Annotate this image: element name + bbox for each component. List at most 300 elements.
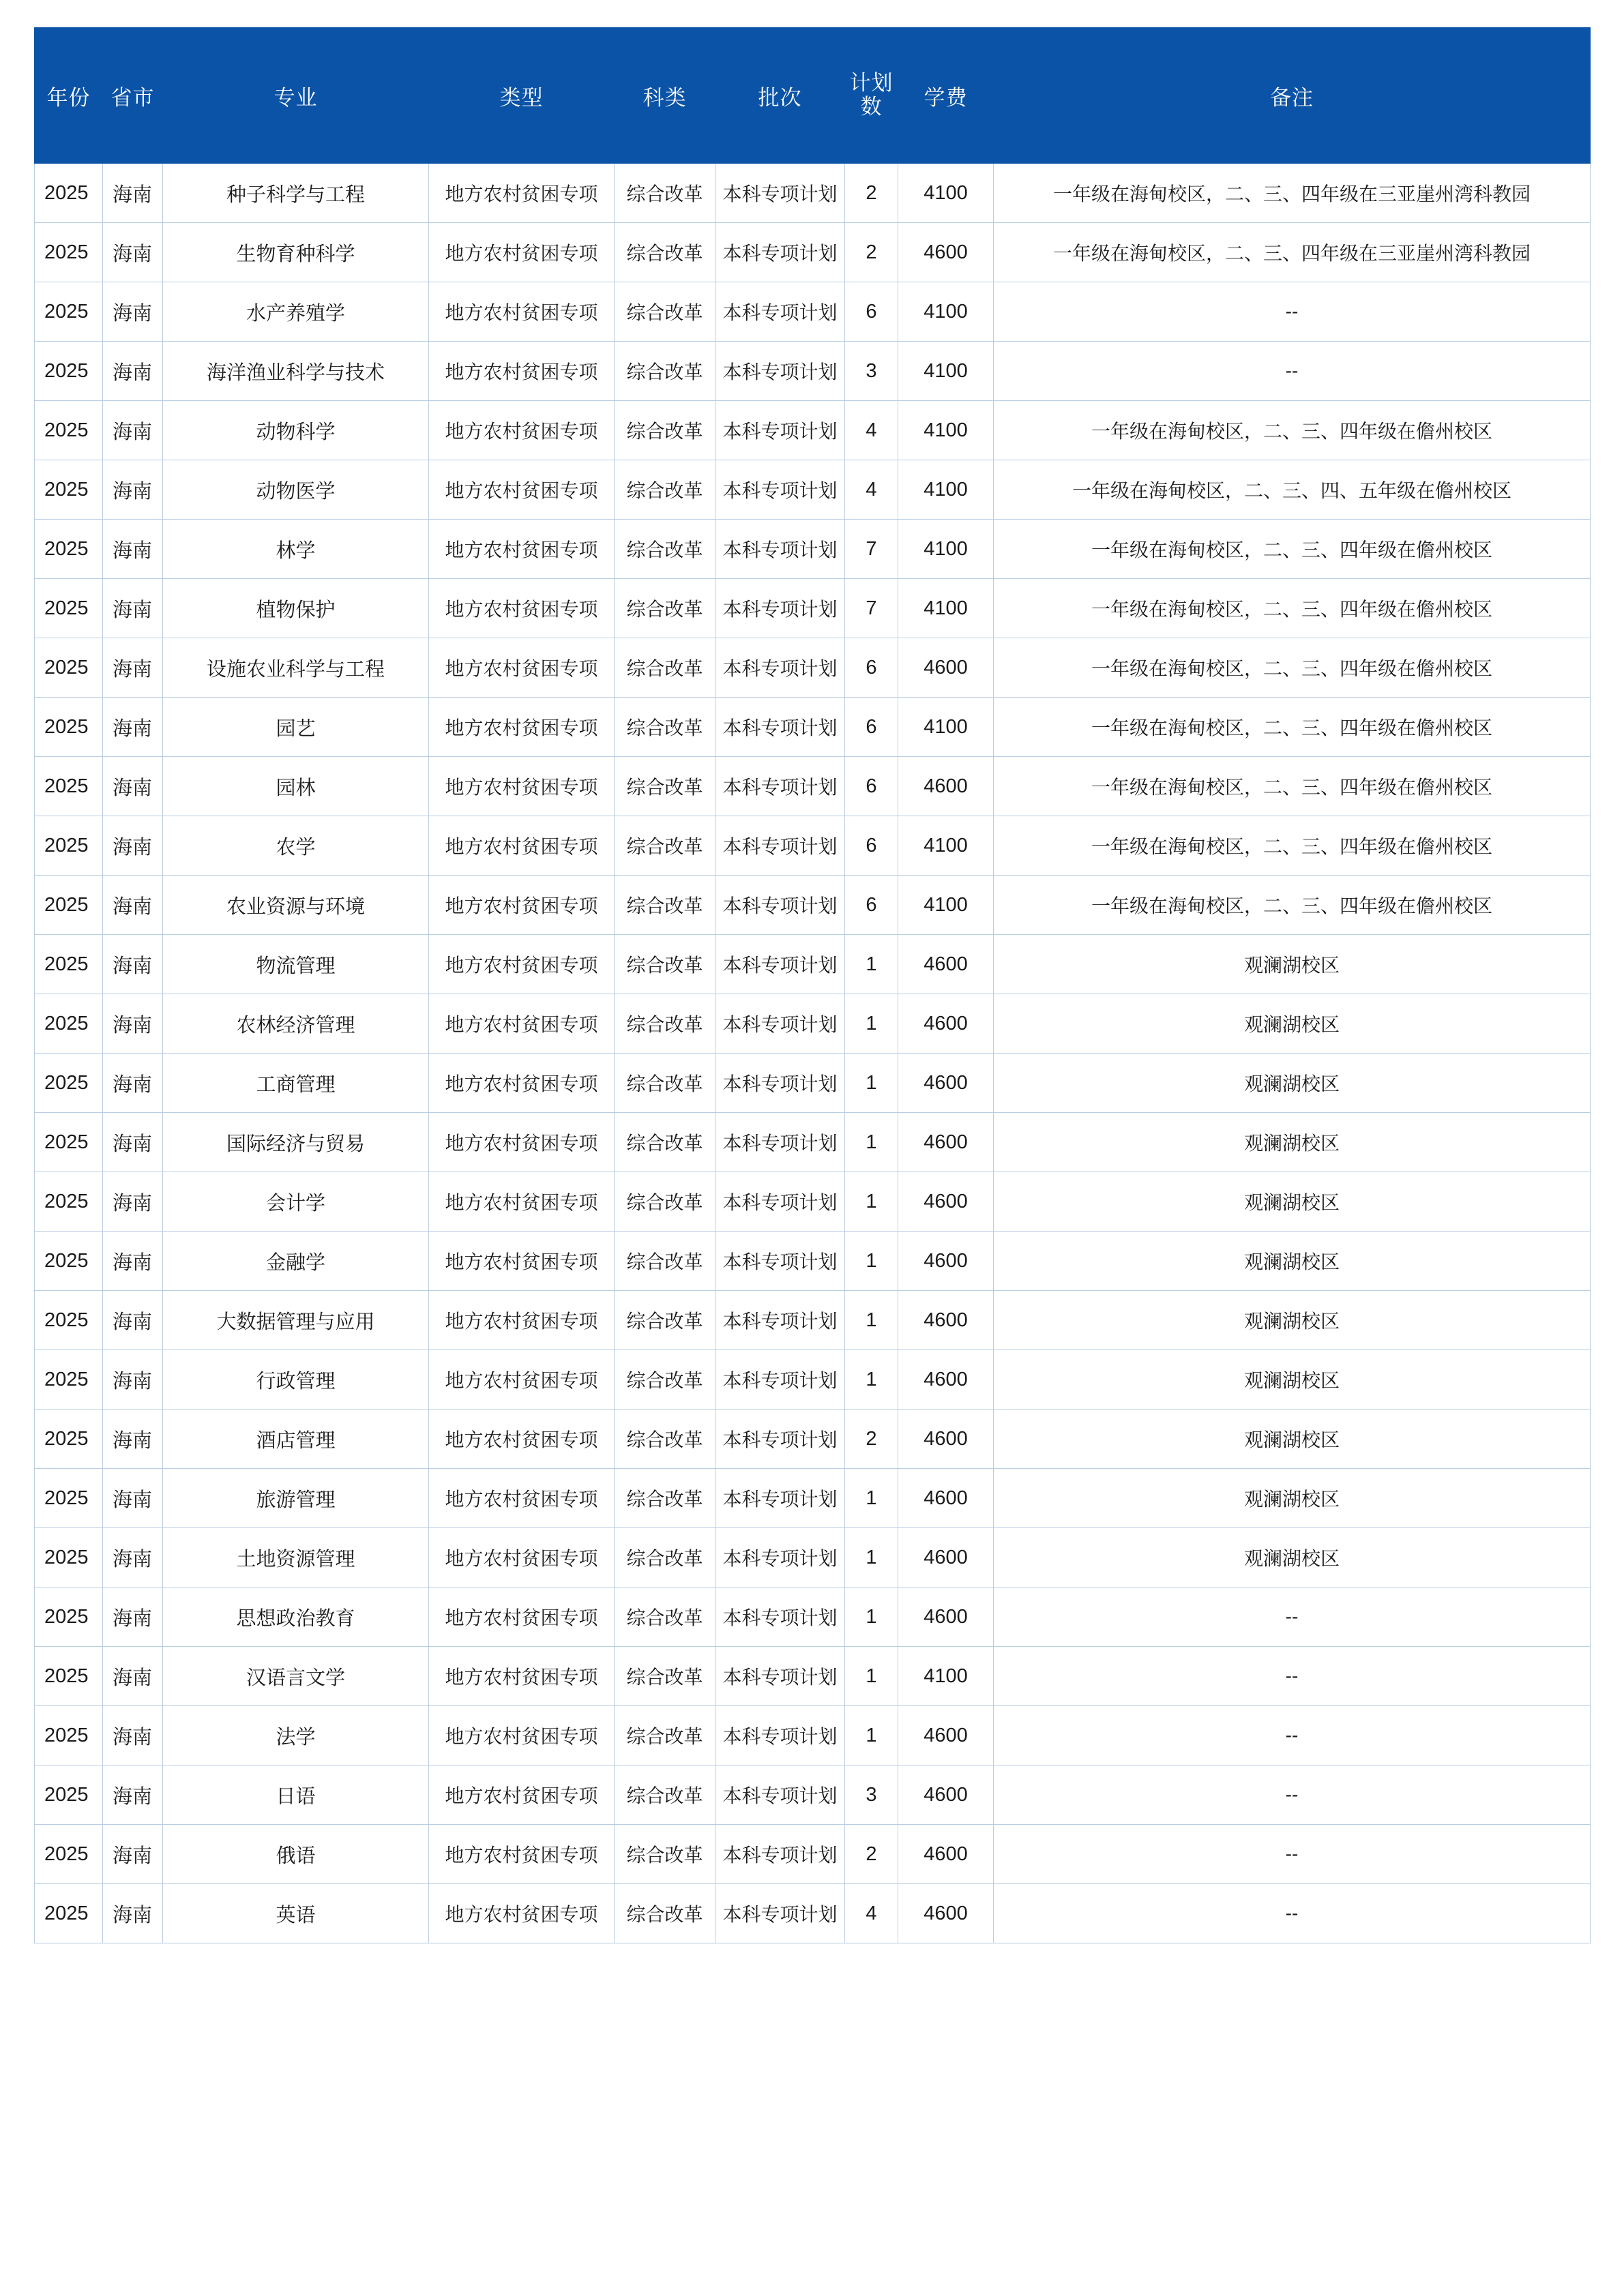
cell-type: 地方农村贫困专项: [429, 876, 615, 935]
cell-year: 2025: [35, 164, 103, 223]
cell-batch: 本科专项计划: [715, 164, 845, 223]
cell-plan-count: 1: [845, 1113, 898, 1172]
cell-major: 生物育种科学: [163, 223, 429, 282]
cell-batch: 本科专项计划: [715, 935, 845, 994]
cell-year: 2025: [35, 698, 103, 757]
cell-province: 海南: [103, 757, 163, 816]
cell-province: 海南: [103, 1765, 163, 1825]
cell-plan-count: 1: [845, 1587, 898, 1647]
cell-remark: --: [994, 1706, 1591, 1765]
cell-remark: 一年级在海甸校区，二、三、四年级在儋州校区: [994, 757, 1591, 816]
cell-province: 海南: [103, 520, 163, 579]
cell-remark: 观澜湖校区: [994, 1291, 1591, 1350]
cell-plan-count: 1: [845, 935, 898, 994]
cell-batch: 本科专项计划: [715, 757, 845, 816]
cell-province: 海南: [103, 1825, 163, 1884]
cell-batch: 本科专项计划: [715, 1410, 845, 1469]
cell-batch: 本科专项计划: [715, 1706, 845, 1765]
cell-batch: 本科专项计划: [715, 1054, 845, 1113]
cell-tuition: 4100: [898, 460, 994, 520]
cell-subject: 综合改革: [615, 994, 715, 1054]
cell-remark: 一年级在海甸校区，二、三、四年级在儋州校区: [994, 401, 1591, 460]
cell-province: 海南: [103, 1528, 163, 1587]
table-row: [35, 1884, 1591, 1943]
cell-batch: 本科专项计划: [715, 1350, 845, 1410]
cell-batch: 本科专项计划: [715, 1113, 845, 1172]
table-row: [35, 342, 1591, 401]
cell-batch: 本科专项计划: [715, 401, 845, 460]
cell-tuition: 4600: [898, 1113, 994, 1172]
table-row: [35, 1350, 1591, 1410]
table-row: [35, 994, 1591, 1054]
cell-province: 海南: [103, 1587, 163, 1647]
cell-remark: --: [994, 1884, 1591, 1943]
cell-tuition: 4100: [898, 816, 994, 876]
cell-subject: 综合改革: [615, 1232, 715, 1291]
cell-plan-count: 1: [845, 1350, 898, 1410]
cell-remark: 观澜湖校区: [994, 1172, 1591, 1232]
cell-plan-count: 4: [845, 401, 898, 460]
cell-type: 地方农村贫困专项: [429, 638, 615, 698]
cell-tuition: 4100: [898, 520, 994, 579]
cell-tuition: 4600: [898, 1469, 994, 1528]
cell-province: 海南: [103, 401, 163, 460]
cell-remark: 观澜湖校区: [994, 1113, 1591, 1172]
cell-year: 2025: [35, 1410, 103, 1469]
cell-plan-count: 1: [845, 994, 898, 1054]
cell-tuition: 4600: [898, 1884, 994, 1943]
cell-plan-count: 6: [845, 816, 898, 876]
cell-province: 海南: [103, 342, 163, 401]
cell-province: 海南: [103, 579, 163, 638]
table-row: [35, 1647, 1591, 1706]
cell-subject: 综合改革: [615, 1706, 715, 1765]
cell-province: 海南: [103, 876, 163, 935]
cell-major: 动物医学: [163, 460, 429, 520]
cell-type: 地方农村贫困专项: [429, 460, 615, 520]
cell-tuition: 4600: [898, 1706, 994, 1765]
cell-tuition: 4600: [898, 638, 994, 698]
cell-subject: 综合改革: [615, 935, 715, 994]
cell-type: 地方农村贫困专项: [429, 1113, 615, 1172]
cell-remark: 观澜湖校区: [994, 1410, 1591, 1469]
cell-major: 金融学: [163, 1232, 429, 1291]
cell-type: 地方农村贫困专项: [429, 1410, 615, 1469]
cell-batch: 本科专项计划: [715, 1291, 845, 1350]
cell-plan-count: 1: [845, 1291, 898, 1350]
cell-tuition: 4600: [898, 1291, 994, 1350]
column-header-year: 年份: [35, 28, 103, 164]
enrollment-plan-table: [34, 27, 1591, 1943]
cell-plan-count: 6: [845, 638, 898, 698]
cell-province: 海南: [103, 1410, 163, 1469]
cell-plan-count: 1: [845, 1172, 898, 1232]
cell-year: 2025: [35, 757, 103, 816]
cell-province: 海南: [103, 816, 163, 876]
cell-tuition: 4600: [898, 935, 994, 994]
table-row: [35, 757, 1591, 816]
cell-province: 海南: [103, 282, 163, 342]
cell-remark: --: [994, 1765, 1591, 1825]
cell-subject: 综合改革: [615, 1291, 715, 1350]
cell-tuition: 4600: [898, 1054, 994, 1113]
table-row: [35, 1232, 1591, 1291]
cell-remark: 观澜湖校区: [994, 1528, 1591, 1587]
cell-plan-count: 1: [845, 1528, 898, 1587]
cell-major: 汉语言文学: [163, 1647, 429, 1706]
cell-subject: 综合改革: [615, 1528, 715, 1587]
table-row: [35, 1172, 1591, 1232]
cell-type: 地方农村贫困专项: [429, 1825, 615, 1884]
cell-province: 海南: [103, 1647, 163, 1706]
cell-year: 2025: [35, 282, 103, 342]
cell-remark: --: [994, 1587, 1591, 1647]
cell-major: 水产养殖学: [163, 282, 429, 342]
cell-plan-count: 1: [845, 1647, 898, 1706]
table-row: [35, 1291, 1591, 1350]
cell-major: 林学: [163, 520, 429, 579]
cell-plan-count: 3: [845, 1765, 898, 1825]
cell-subject: 综合改革: [615, 698, 715, 757]
cell-plan-count: 6: [845, 698, 898, 757]
cell-subject: 综合改革: [615, 757, 715, 816]
cell-remark: 一年级在海甸校区，二、三、四年级在三亚崖州湾科教园: [994, 164, 1591, 223]
cell-major: 海洋渔业科学与技术: [163, 342, 429, 401]
cell-major: 大数据管理与应用: [163, 1291, 429, 1350]
cell-subject: 综合改革: [615, 638, 715, 698]
cell-plan-count: 1: [845, 1469, 898, 1528]
cell-tuition: 4100: [898, 282, 994, 342]
table-row: [35, 1410, 1591, 1469]
cell-subject: 综合改革: [615, 1410, 715, 1469]
cell-province: 海南: [103, 1054, 163, 1113]
cell-province: 海南: [103, 698, 163, 757]
table-body: [35, 164, 1591, 1943]
cell-tuition: 4600: [898, 1410, 994, 1469]
cell-year: 2025: [35, 223, 103, 282]
cell-type: 地方农村贫困专项: [429, 698, 615, 757]
cell-province: 海南: [103, 460, 163, 520]
cell-type: 地方农村贫困专项: [429, 342, 615, 401]
cell-type: 地方农村贫困专项: [429, 1706, 615, 1765]
column-header-remark: 备注: [994, 28, 1591, 164]
cell-subject: 综合改革: [615, 1113, 715, 1172]
cell-year: 2025: [35, 1706, 103, 1765]
table-row: [35, 1528, 1591, 1587]
cell-subject: 综合改革: [615, 1587, 715, 1647]
cell-subject: 综合改革: [615, 1172, 715, 1232]
cell-year: 2025: [35, 342, 103, 401]
cell-batch: 本科专项计划: [715, 1765, 845, 1825]
cell-province: 海南: [103, 1469, 163, 1528]
cell-batch: 本科专项计划: [715, 579, 845, 638]
cell-tuition: 4600: [898, 757, 994, 816]
table-row: [35, 698, 1591, 757]
cell-remark: 一年级在海甸校区，二、三、四年级在三亚崖州湾科教园: [994, 223, 1591, 282]
cell-subject: 综合改革: [615, 164, 715, 223]
cell-tuition: 4100: [898, 1647, 994, 1706]
cell-year: 2025: [35, 401, 103, 460]
cell-year: 2025: [35, 1587, 103, 1647]
cell-tuition: 4600: [898, 1232, 994, 1291]
cell-tuition: 4100: [898, 342, 994, 401]
cell-tuition: 4600: [898, 994, 994, 1054]
table-header-row: [35, 28, 1591, 164]
cell-plan-count: 6: [845, 757, 898, 816]
cell-subject: 综合改革: [615, 816, 715, 876]
cell-tuition: 4100: [898, 401, 994, 460]
cell-batch: 本科专项计划: [715, 638, 845, 698]
cell-year: 2025: [35, 1291, 103, 1350]
cell-year: 2025: [35, 1172, 103, 1232]
cell-major: 农林经济管理: [163, 994, 429, 1054]
cell-batch: 本科专项计划: [715, 342, 845, 401]
table-row: [35, 164, 1591, 223]
cell-year: 2025: [35, 1528, 103, 1587]
cell-year: 2025: [35, 1825, 103, 1884]
cell-batch: 本科专项计划: [715, 876, 845, 935]
cell-province: 海南: [103, 1172, 163, 1232]
cell-year: 2025: [35, 520, 103, 579]
cell-plan-count: 2: [845, 164, 898, 223]
cell-subject: 综合改革: [615, 876, 715, 935]
cell-major: 农业资源与环境: [163, 876, 429, 935]
cell-type: 地方农村贫困专项: [429, 1647, 615, 1706]
cell-major: 植物保护: [163, 579, 429, 638]
cell-major: 土地资源管理: [163, 1528, 429, 1587]
cell-type: 地方农村贫困专项: [429, 1528, 615, 1587]
cell-province: 海南: [103, 935, 163, 994]
cell-province: 海南: [103, 638, 163, 698]
cell-province: 海南: [103, 1706, 163, 1765]
table-row: [35, 1113, 1591, 1172]
cell-major: 法学: [163, 1706, 429, 1765]
cell-province: 海南: [103, 164, 163, 223]
table-row: [35, 223, 1591, 282]
cell-major: 旅游管理: [163, 1469, 429, 1528]
cell-remark: 观澜湖校区: [994, 1054, 1591, 1113]
cell-remark: 一年级在海甸校区，二、三、四年级在儋州校区: [994, 698, 1591, 757]
cell-year: 2025: [35, 638, 103, 698]
cell-year: 2025: [35, 1232, 103, 1291]
cell-type: 地方农村贫困专项: [429, 994, 615, 1054]
cell-year: 2025: [35, 460, 103, 520]
table-row: [35, 1765, 1591, 1825]
cell-batch: 本科专项计划: [715, 1528, 845, 1587]
table-row: [35, 282, 1591, 342]
cell-major: 国际经济与贸易: [163, 1113, 429, 1172]
cell-tuition: 4600: [898, 1825, 994, 1884]
cell-province: 海南: [103, 1350, 163, 1410]
cell-remark: 一年级在海甸校区，二、三、四年级在儋州校区: [994, 638, 1591, 698]
cell-plan-count: 4: [845, 460, 898, 520]
cell-province: 海南: [103, 1232, 163, 1291]
cell-subject: 综合改革: [615, 520, 715, 579]
cell-batch: 本科专项计划: [715, 1884, 845, 1943]
cell-remark: --: [994, 1825, 1591, 1884]
cell-subject: 综合改革: [615, 460, 715, 520]
cell-year: 2025: [35, 579, 103, 638]
table-row: [35, 401, 1591, 460]
cell-tuition: 4600: [898, 1172, 994, 1232]
cell-remark: 观澜湖校区: [994, 1232, 1591, 1291]
cell-tuition: 4600: [898, 1528, 994, 1587]
column-header-province: 省市: [103, 28, 163, 164]
cell-type: 地方农村贫困专项: [429, 1587, 615, 1647]
cell-type: 地方农村贫困专项: [429, 1469, 615, 1528]
cell-year: 2025: [35, 816, 103, 876]
cell-remark: --: [994, 342, 1591, 401]
cell-year: 2025: [35, 1113, 103, 1172]
cell-subject: 综合改革: [615, 1825, 715, 1884]
cell-batch: 本科专项计划: [715, 1172, 845, 1232]
cell-plan-count: 3: [845, 342, 898, 401]
cell-province: 海南: [103, 994, 163, 1054]
cell-year: 2025: [35, 1350, 103, 1410]
table-row: [35, 638, 1591, 698]
cell-batch: 本科专项计划: [715, 1825, 845, 1884]
cell-remark: 观澜湖校区: [994, 1469, 1591, 1528]
cell-batch: 本科专项计划: [715, 282, 845, 342]
cell-type: 地方农村贫困专项: [429, 1884, 615, 1943]
cell-type: 地方农村贫困专项: [429, 1054, 615, 1113]
cell-plan-count: 6: [845, 282, 898, 342]
table-row: [35, 1054, 1591, 1113]
cell-type: 地方农村贫困专项: [429, 579, 615, 638]
cell-subject: 综合改革: [615, 1054, 715, 1113]
column-header-plan-count: 计划数: [845, 28, 898, 164]
cell-province: 海南: [103, 1113, 163, 1172]
table-row: [35, 876, 1591, 935]
cell-tuition: 4600: [898, 223, 994, 282]
column-header-major: 专业: [163, 28, 429, 164]
cell-province: 海南: [103, 223, 163, 282]
cell-plan-count: 7: [845, 520, 898, 579]
cell-year: 2025: [35, 876, 103, 935]
cell-plan-count: 2: [845, 223, 898, 282]
table-row: [35, 520, 1591, 579]
cell-tuition: 4100: [898, 876, 994, 935]
column-header-batch: 批次: [715, 28, 845, 164]
cell-major: 工商管理: [163, 1054, 429, 1113]
cell-year: 2025: [35, 1884, 103, 1943]
cell-subject: 综合改革: [615, 342, 715, 401]
cell-subject: 综合改革: [615, 1350, 715, 1410]
cell-province: 海南: [103, 1291, 163, 1350]
table-row: [35, 935, 1591, 994]
table-row: [35, 1587, 1591, 1647]
column-header-subject: 科类: [615, 28, 715, 164]
cell-subject: 综合改革: [615, 579, 715, 638]
table-row: [35, 579, 1591, 638]
cell-batch: 本科专项计划: [715, 816, 845, 876]
cell-batch: 本科专项计划: [715, 1232, 845, 1291]
cell-subject: 综合改革: [615, 401, 715, 460]
cell-remark: 一年级在海甸校区，二、三、四年级在儋州校区: [994, 876, 1591, 935]
cell-major: 园林: [163, 757, 429, 816]
cell-plan-count: 1: [845, 1054, 898, 1113]
cell-major: 思想政治教育: [163, 1587, 429, 1647]
cell-subject: 综合改革: [615, 1647, 715, 1706]
table-row: [35, 816, 1591, 876]
cell-province: 海南: [103, 1884, 163, 1943]
cell-major: 园艺: [163, 698, 429, 757]
cell-plan-count: 2: [845, 1410, 898, 1469]
cell-plan-count: 4: [845, 1884, 898, 1943]
cell-type: 地方农村贫困专项: [429, 1172, 615, 1232]
cell-type: 地方农村贫困专项: [429, 935, 615, 994]
cell-tuition: 4600: [898, 1350, 994, 1410]
cell-major: 设施农业科学与工程: [163, 638, 429, 698]
cell-batch: 本科专项计划: [715, 1587, 845, 1647]
cell-major: 行政管理: [163, 1350, 429, 1410]
cell-batch: 本科专项计划: [715, 223, 845, 282]
cell-year: 2025: [35, 1647, 103, 1706]
column-header-type: 类型: [429, 28, 615, 164]
cell-batch: 本科专项计划: [715, 1469, 845, 1528]
cell-type: 地方农村贫困专项: [429, 1765, 615, 1825]
cell-batch: 本科专项计划: [715, 460, 845, 520]
cell-subject: 综合改革: [615, 1469, 715, 1528]
cell-subject: 综合改革: [615, 282, 715, 342]
cell-plan-count: 6: [845, 876, 898, 935]
cell-plan-count: 2: [845, 1825, 898, 1884]
cell-tuition: 4100: [898, 164, 994, 223]
cell-year: 2025: [35, 1765, 103, 1825]
cell-remark: 一年级在海甸校区，二、三、四年级在儋州校区: [994, 579, 1591, 638]
cell-type: 地方农村贫困专项: [429, 1232, 615, 1291]
cell-plan-count: 1: [845, 1232, 898, 1291]
cell-subject: 综合改革: [615, 223, 715, 282]
cell-major: 会计学: [163, 1172, 429, 1232]
cell-tuition: 4100: [898, 579, 994, 638]
cell-batch: 本科专项计划: [715, 520, 845, 579]
table-row: [35, 460, 1591, 520]
cell-type: 地方农村贫困专项: [429, 1350, 615, 1410]
cell-year: 2025: [35, 994, 103, 1054]
cell-major: 日语: [163, 1765, 429, 1825]
cell-type: 地方农村贫困专项: [429, 1291, 615, 1350]
cell-tuition: 4600: [898, 1587, 994, 1647]
cell-major: 农学: [163, 816, 429, 876]
table-row: [35, 1825, 1591, 1884]
cell-type: 地方农村贫困专项: [429, 401, 615, 460]
cell-type: 地方农村贫困专项: [429, 282, 615, 342]
cell-batch: 本科专项计划: [715, 994, 845, 1054]
cell-tuition: 4600: [898, 1765, 994, 1825]
column-header-tuition: 学费: [898, 28, 994, 164]
cell-remark: 一年级在海甸校区，二、三、四年级在儋州校区: [994, 816, 1591, 876]
cell-plan-count: 7: [845, 579, 898, 638]
cell-type: 地方农村贫困专项: [429, 520, 615, 579]
cell-major: 种子科学与工程: [163, 164, 429, 223]
cell-remark: 观澜湖校区: [994, 935, 1591, 994]
table-row: [35, 1469, 1591, 1528]
cell-batch: 本科专项计划: [715, 1647, 845, 1706]
cell-remark: 一年级在海甸校区，二、三、四、五年级在儋州校区: [994, 460, 1591, 520]
cell-remark: 观澜湖校区: [994, 994, 1591, 1054]
cell-batch: 本科专项计划: [715, 698, 845, 757]
cell-year: 2025: [35, 935, 103, 994]
cell-remark: --: [994, 282, 1591, 342]
cell-year: 2025: [35, 1054, 103, 1113]
cell-remark: 一年级在海甸校区，二、三、四年级在儋州校区: [994, 520, 1591, 579]
cell-subject: 综合改革: [615, 1884, 715, 1943]
cell-type: 地方农村贫困专项: [429, 816, 615, 876]
cell-remark: 观澜湖校区: [994, 1350, 1591, 1410]
cell-major: 酒店管理: [163, 1410, 429, 1469]
cell-major: 物流管理: [163, 935, 429, 994]
